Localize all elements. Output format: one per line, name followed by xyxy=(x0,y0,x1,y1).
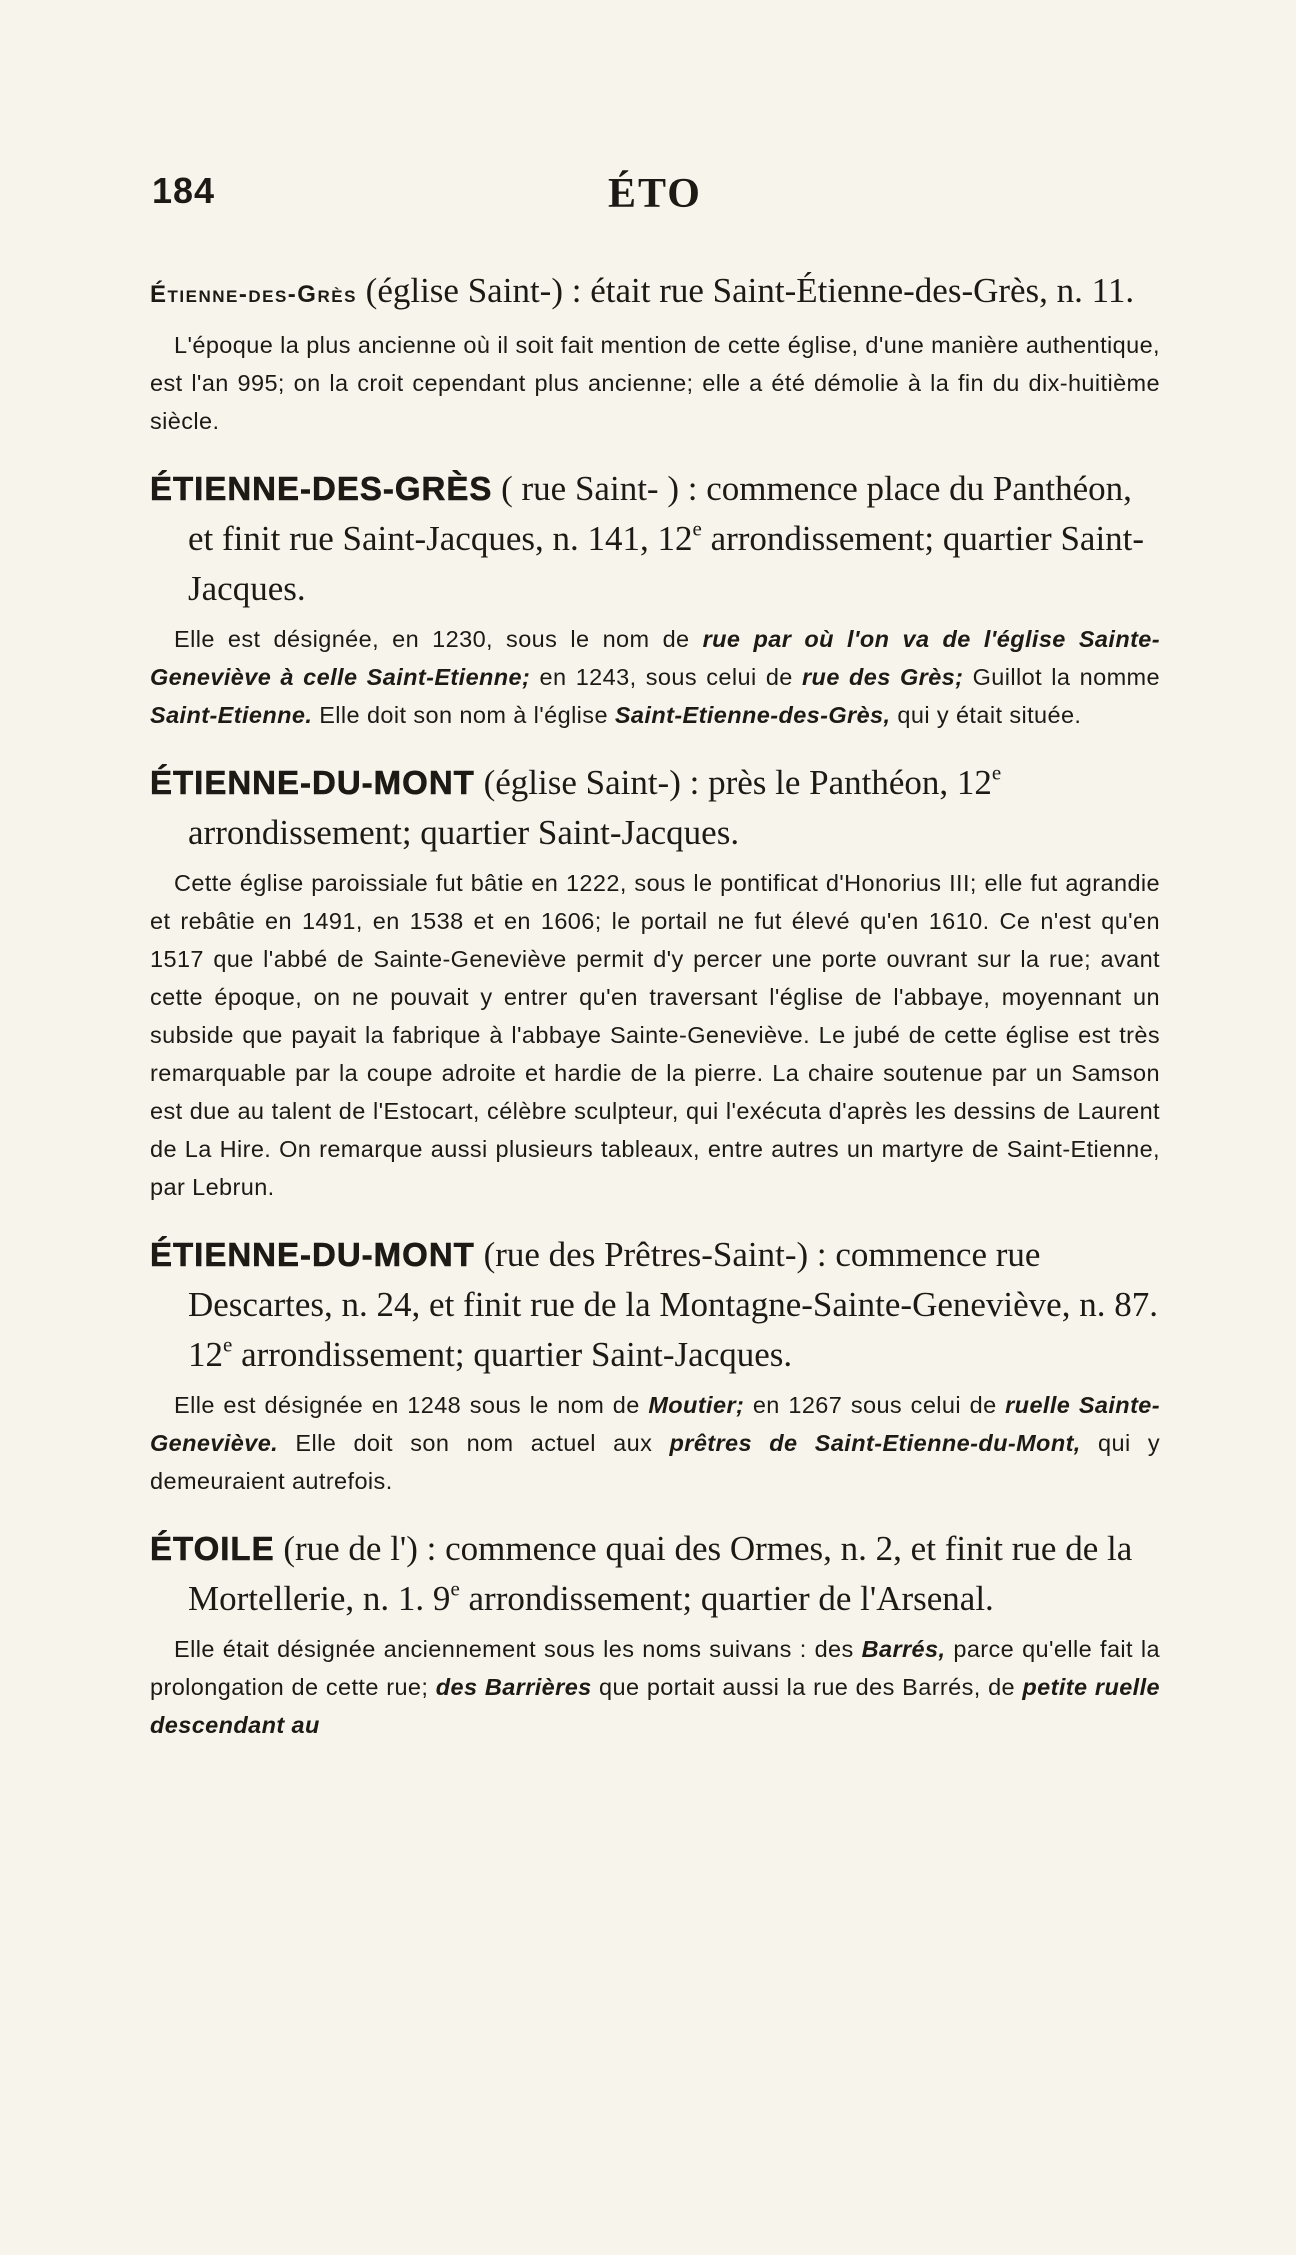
entry-heading-text: (rue des Prêtres-Saint-) : commence rue Descartes, n. 24, et finit rue de la Montagne-Sainte-Geneviève, n. 87. 12 xyxy=(188,1235,1158,1374)
body-italic-text: Saint-Etienne. xyxy=(150,702,313,728)
entry-body xyxy=(150,1630,1160,1744)
entry-heading xyxy=(150,266,1160,320)
entry-heading xyxy=(150,1230,1160,1380)
body-italic-text: des Barrières xyxy=(435,1674,592,1700)
body-text: Elle doit son nom à l'église xyxy=(312,702,615,728)
entry-headword: ÉTIENNE-DU-MONT xyxy=(150,1236,475,1273)
entry-headword: ÉTIENNE-DU-MONT xyxy=(150,764,475,801)
body-italic-text: ruelle Sainte-Geneviève. xyxy=(150,1392,1160,1456)
entry-etienne-des-gres-eglise xyxy=(150,266,1160,440)
entry-etienne-du-mont-rue xyxy=(150,1230,1160,1500)
entry-etienne-des-gres-rue xyxy=(150,464,1160,734)
body-text: Elle est désignée en 1248 sous le nom de xyxy=(174,1392,649,1418)
entry-heading xyxy=(150,1524,1160,1624)
body-text: Elle doit son nom actuel aux xyxy=(278,1430,670,1456)
entry-heading-text: (église Saint-) : était rue Saint-Étienne-des-Grès, n. 11. xyxy=(356,271,1135,310)
entry-heading xyxy=(150,758,1160,858)
entry-heading-text-end: arrondissement; quartier Saint-Jacques. xyxy=(188,813,740,852)
entry-headword: ÉTIENNE-DES-GRÈS xyxy=(150,470,493,507)
entry-headword: Étienne-des-Grès xyxy=(150,281,357,308)
ordinal-superscript: e xyxy=(692,516,702,541)
ordinal-superscript: e xyxy=(223,1332,233,1357)
ordinal-superscript: e xyxy=(991,760,1002,785)
body-text: Elle était désignée anciennement sous les noms suivans : des xyxy=(174,1636,862,1662)
entry-body xyxy=(150,1386,1160,1500)
body-text: en 1243, sous celui de xyxy=(530,664,803,690)
body-italic-text: prêtres de Saint-Etienne-du-Mont, xyxy=(669,1430,1081,1456)
ordinal-superscript: e xyxy=(450,1576,460,1601)
entry-heading-text-end: arrondissement; quartier Saint-Jacques. xyxy=(232,1335,793,1374)
entry-heading-text: ( rue Saint- ) : commence place du Panthéon, et finit rue Saint-Jacques, n. 141, 12 xyxy=(188,469,1132,558)
entry-heading-text: (église Saint-) : près le Panthéon, 12 xyxy=(474,763,992,802)
body-text: en 1267 sous celui de xyxy=(744,1392,1006,1418)
running-title: ÉTO xyxy=(608,171,702,217)
entry-heading xyxy=(150,464,1160,614)
entry-headword: ÉTOILE xyxy=(150,1530,275,1567)
entry-etienne-du-mont-eglise xyxy=(150,758,1160,1206)
body-italic-text: Moutier; xyxy=(648,1392,745,1418)
entry-heading-text: (rue de l') : commence quai des Ormes, n. 2, et finit rue de la Mortellerie, n. 1. 9 xyxy=(188,1529,1133,1618)
body-text: qui y était située. xyxy=(890,702,1082,728)
page-number: 184 xyxy=(152,170,216,211)
body-italic-text: Barrés, xyxy=(861,1636,946,1662)
entry-body: L'époque la plus ancienne où il soit fait mention de cette église, d'une manière authentique, est l'an 995; on la croit cependant plus ancienne; elle a été démolie à la fin du dix-huitième siècle. xyxy=(150,332,1160,434)
body-text: Elle est désignée, en 1230, sous le nom de xyxy=(174,626,703,652)
running-head xyxy=(150,170,1160,230)
body-italic-text: petite ruelle descendant au xyxy=(150,1674,1160,1738)
body-text: que portait aussi la rue des Barrés, de xyxy=(591,1674,1023,1700)
page xyxy=(150,170,1160,1744)
entry-heading-text-end: arrondissement; quartier Saint-Jacques. xyxy=(188,519,1145,608)
entry-etoile-rue xyxy=(150,1524,1160,1744)
body-text: parce qu'elle fait la prolongation de cette rue; xyxy=(150,1636,1161,1700)
body-italic-text: rue des Grès; xyxy=(802,664,964,690)
body-italic-text: rue par où l'on va de l'église Sainte-Geneviève à celle Saint-Etienne; xyxy=(150,626,1160,690)
body-text: Guillot la nomme xyxy=(963,664,1160,690)
body-text: qui y demeuraient autrefois. xyxy=(150,1430,1160,1494)
entry-heading-text-end: arrondissement; quartier de l'Arsenal. xyxy=(459,1579,994,1618)
body-italic-text: Saint-Etienne-des-Grès, xyxy=(614,702,891,728)
entry-body xyxy=(150,620,1160,734)
entry-body: Cette église paroissiale fut bâtie en 1222, sous le pontificat d'Honorius III; elle fut agrandie et rebâtie en 1491, en 1538 et en 1606; le portail ne fut élevé qu'en 1610. Ce n'est qu'en 1517 que l'abbé de Sainte-Geneviève permit d'y percer une porte ouvrant sur la rue; avant cette époque, on ne pouvait y entrer qu'en traversant l'église de l'abbaye, moyennant un subside que payait la fabrique à l'abbaye Sainte-Geneviève. Le jubé de cette église est très remarquable par la coupe adroite et hardie de la pierre. La chaire soutenue par un Samson est due au talent de l'Estocart, célèbre sculpteur, qui l'exécuta d'après les dessins de Laurent de La Hire. On remarque aussi plusieurs tableaux, entre autres un martyre de Saint-Etienne, par Lebrun. xyxy=(150,870,1160,1200)
